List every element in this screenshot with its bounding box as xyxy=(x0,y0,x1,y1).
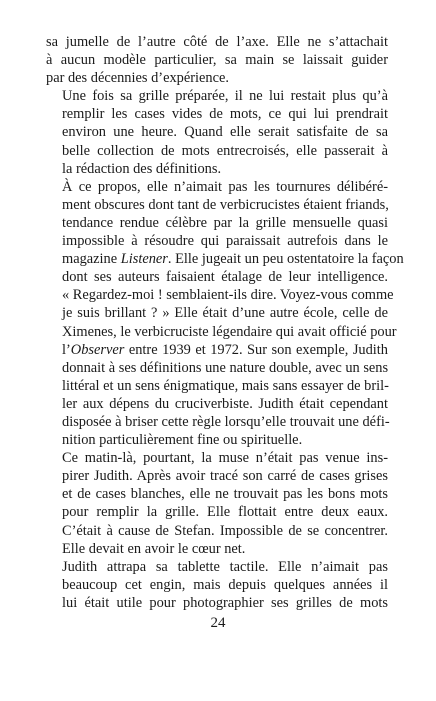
text-line: littéral et un sens énigmatique, mais sans essayer de bril- xyxy=(62,377,389,394)
paragraph xyxy=(46,449,388,558)
text-line: et de cases blanches, elle ne trouvait pas les bons mots xyxy=(62,486,388,503)
text-line: impossible à résoudre qui paraissait autrefois dans le xyxy=(62,233,388,250)
text-line: disposée à briser cette règle lorsqu’elle trouvait une défi- xyxy=(62,413,390,430)
text-line: donnait à ses définitions une nature double, avec un sens xyxy=(62,359,389,376)
text-line: ler aux dépens du cruciverbiste. Judith était cependant xyxy=(62,395,388,412)
text-line: sa jumelle de l’autre côté de l’axe. Elle ne s’attachait xyxy=(46,34,388,50)
text-line: nition particulièrement fine ou spirituelle. xyxy=(62,432,303,449)
text-line: je suis brillant ? » Elle était d’une autre école, celle de xyxy=(62,305,388,322)
text-line: Ximenes, le verbicruciste légendaire qui avait officié pour xyxy=(62,323,397,340)
text-line: Judith attrapa sa tablette tactile. Elle n’aimait pas xyxy=(62,558,388,575)
text-line: environ une heure. Quand elle serait satisfaite de sa xyxy=(62,124,388,141)
text-line: beaucoup cet engin, mais depuis quelques années il xyxy=(62,576,388,593)
text-line: pirer Judith. Après avoir tracé son carré de cases grises xyxy=(62,468,388,485)
text-line: Ce matin-là, pourtant, la muse n’était pas venue ins- xyxy=(62,450,388,467)
text-line: ment obscures dont tant de verbicrucistes étaient friands, xyxy=(62,196,389,213)
text-line: dont ses auteurs faisaient étalage de leur intelligence. xyxy=(62,269,388,286)
paragraph xyxy=(46,178,404,449)
text-line: Elle devait en avoir le cœur net. xyxy=(62,540,246,557)
text-line: Une fois sa grille préparée, il ne lui restait plus qu’à xyxy=(62,88,388,105)
text-line: l’Observer entre 1939 et 1972. Sur son exemple, Judith xyxy=(62,341,388,358)
text-line: tendance rendue célèbre par la grille mensuelle quasi xyxy=(62,214,388,231)
text-line: « Regardez-moi ! semblaient-ils dire. Voyez-vous comme xyxy=(62,287,394,304)
text-line: la rédaction des définitions. xyxy=(62,160,222,177)
text-line: À ce propos, elle n’aimait pas les tournures délibéré- xyxy=(62,178,388,195)
paragraph xyxy=(46,558,388,612)
paragraph xyxy=(46,33,388,87)
page-body xyxy=(46,33,404,612)
text-line: par des décennies d’expérience. xyxy=(46,70,229,87)
text-line: à aucun modèle particulier, sa main se laissait guider xyxy=(46,52,388,69)
text-line: pour remplir la grille. Elle flottait entre deux eaux. xyxy=(62,504,388,521)
text-line: lui était utile pour photographier ses grilles de mots xyxy=(62,594,388,611)
text-line: C’était à cause de Stefan. Impossible de se concentrer. xyxy=(62,522,388,539)
text-line: belle collection de mots entrecroisés, elle passerait à xyxy=(62,142,388,159)
page-number: 24 xyxy=(210,615,226,631)
text-line: remplir les cases vides de mots, ce qui lui prendrait xyxy=(62,106,388,123)
text-line: magazine Listener. Elle jugeait un peu ostentatoire la façon xyxy=(62,251,404,268)
paragraph xyxy=(46,87,388,177)
